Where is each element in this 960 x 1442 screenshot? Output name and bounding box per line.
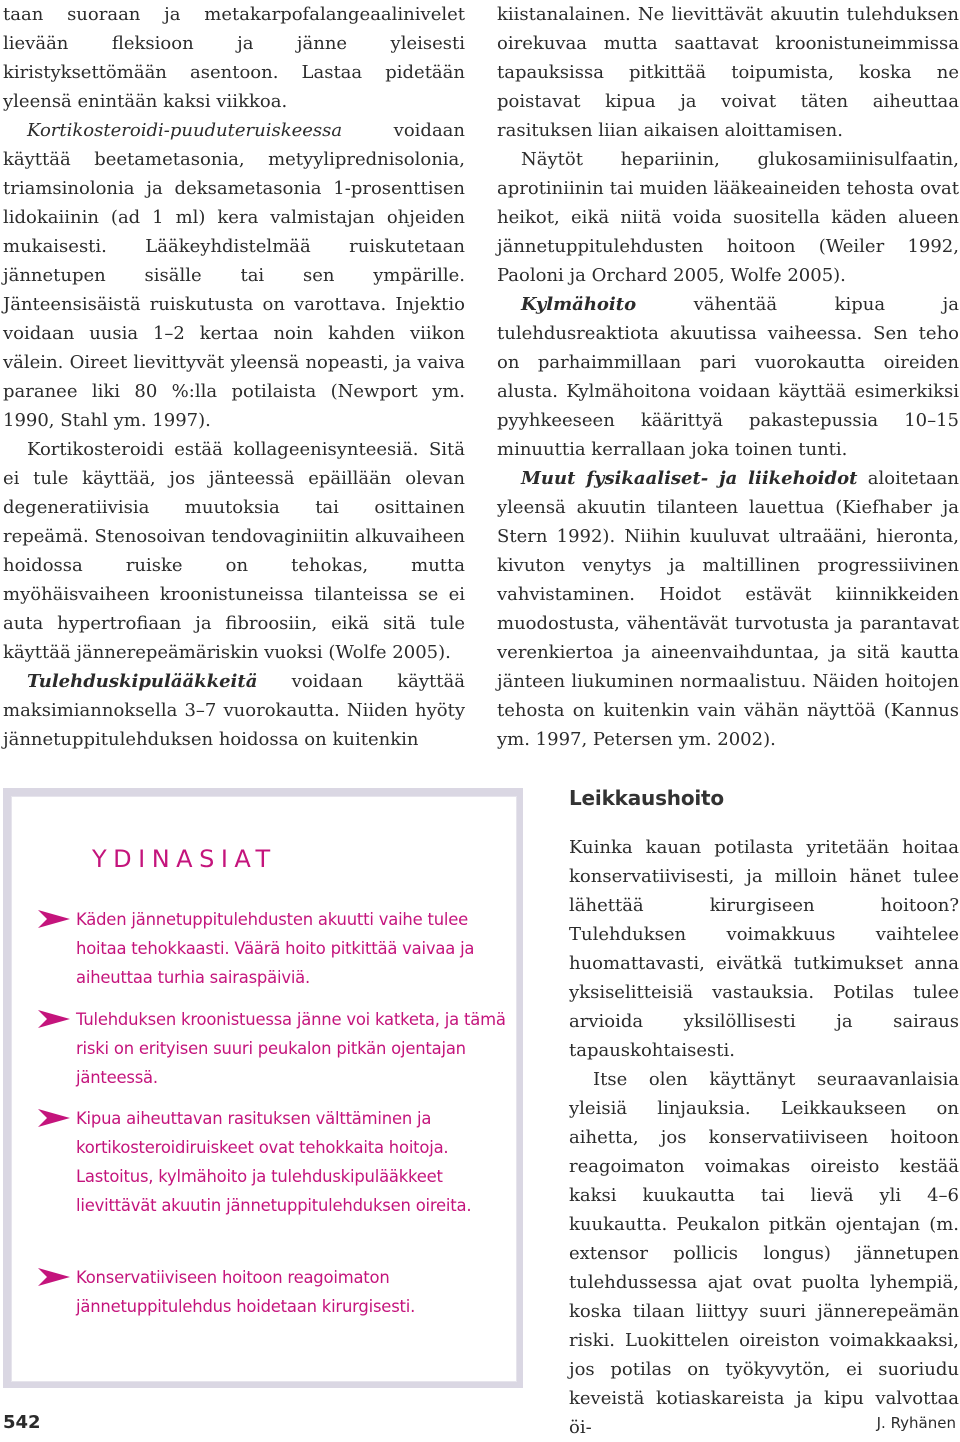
- right-column: [497, 0, 959, 754]
- key-point-item: [38, 905, 508, 992]
- paragraph: kiistanalainen. Ne lievittävät akuutin tulehduksen oirekuvaa mutta saattavat kroonistuneimmissa tapauksissa pitkittää toipumista, koska ne poistavat kipua ja voivat täten aiheuttaa rasituksen liian aikaisen aloittamisen.: [497, 4, 959, 141]
- key-point-item: [38, 1104, 508, 1220]
- arrowhead-icon: [38, 1010, 70, 1028]
- paragraph: Itse olen käyttänyt seuraavanlaisia yleisiä linjauksia. Leikkaukseen on aihetta, jos konservatiiviseen hoitoon reagoimaton voimakas oireisto kestää kaksi kuukautta tai lievä yli 4–6 kuukautta. Peukalon pitkän ojentajan (m. extensor pollicis longus) jännetupen tulehdussessa ajat ovat puolta lyhempiä, koska tilaan liittyy suuri jännerepeämän riski. Luokittelen oireiston voimakkaaksi, jos potilas on työkyvytön, ei suoriudu keveistä kotiaskareista ja kipu valvottaa öi-: [569, 1069, 959, 1438]
- paragraph: [3, 667, 465, 754]
- key-point-item: [38, 1263, 508, 1321]
- paragraph: [497, 290, 959, 464]
- left-column: [3, 0, 465, 754]
- key-point-text: Konservatiiviseen hoitoon reagoimaton jännetuppitulehdus hoidetaan kirurgisesti.: [76, 1268, 416, 1316]
- paragraph-text: aloitetaan yleensä akuutin tilanteen lauettua (Kiefhaber ja Stern 1992). Niihin kuuluvat ultraääni, hieronta, kivuton venytys ja maltillinen progressiivinen vahvistaminen. Hoidot estävät kiinnikkeiden muodostusta, vähentävät turvotusta ja parantavat verenkiertoa ja aineenvaihduntaa, ja sitä kautta jänteen liukuminen normaalistuu. Näiden hoitojen tehosta on kuitenkin vain vähän näyttöä (Kannus ym. 1997, Petersen ym. 2002).: [497, 468, 959, 750]
- paragraph: taan suoraan ja metakarpofalangeaalinivelet lievään fleksioon ja jänne yleisesti kiristyksettömään asentoon. Lastaa pidetään yleensä enintään kaksi viikkoa.: [3, 4, 465, 112]
- arrowhead-icon: [38, 1109, 70, 1127]
- section-heading: Leikkaushoito: [569, 786, 724, 810]
- paragraph-text: voidaan käyttää maksimiannoksella 3–7 vuorokautta. Niiden hyöty jännetuppitulehduksen hoidossa on kuitenkin: [3, 671, 465, 750]
- paragraph: Kuinka kauan potilasta yritetään hoitaa konservatiivisesti, ja milloin hänet tulee lähettää kirurgiseen hoitoon? Tulehduksen voimakkuus vaihtelee huomattavasti, eivätkä tutkimukset anna yksiselitteisiä vastauksia. Potilas tulee arvioida yksilöllisesti ja sairaus tapauskohtaisesti.: [569, 837, 959, 1061]
- paragraph: Kortikosteroidi estää kollageenisynteesiä. Sitä ei tule käyttää, jos jänteessä epäillään olevan degeneratiivisia muutoksia tai osittainen repeämä. Stenosoivan tendovaginiitin alkuvaiheen hoidossa ruiske on tehokas, mutta myöhäisvaiheen kroonistuneissa tilanteissa se ei auta hypertrofiaan ja fibroosiin, eikä sitä tule käyttää jännerepeämäriskin vuoksi (Wolfe 2005).: [3, 439, 465, 663]
- paragraph: Näytöt hepariinin, glukosamiinisulfaatin, aprotiniinin tai muiden lääkeaineiden tehosta ovat heikot, eikä niitä voida suositella käden alueen jännetuppitulehdusten hoitoon (Weiler 1992, Paoloni ja Orchard 2005, Wolfe 2005).: [497, 149, 959, 286]
- key-points-title: YDINASIAT: [92, 845, 277, 873]
- arrowhead-icon: [38, 1268, 70, 1286]
- arrowhead-icon: [38, 910, 70, 928]
- key-point-text: Kipua aiheuttavan rasituksen välttäminen ja kortikosteroidiruiskeet ovat tehokkaita hoitoja. Lastoitus, kylmähoito ja tulehduskipulääkkeet lievittävät akuutin jännetuppitulehduksen oireita.: [76, 1109, 472, 1215]
- paragraph-lead: Kortikosteroidi-puuduteruiskeessa: [27, 120, 343, 141]
- key-point-item: [38, 1005, 508, 1092]
- paragraph-text: vähentää kipua ja tulehdusreaktiota akuutissa vaiheessa. Sen teho on parhaimmillaan pari vuorokautta oireiden alusta. Kylmähoitona voidaan käyttää esimerkiksi pyyhkeeseen käärittyä pakastepussia 10–15 minuuttia kerrallaan joka toinen tunti.: [497, 294, 959, 460]
- paragraph: [3, 116, 465, 435]
- key-point-text: Käden jännetuppitulehdusten akuutti vaihe tulee hoitaa tehokkaasti. Väärä hoito pitkittää vaivaa ja aiheuttaa turhia sairaspäiviä.: [76, 910, 475, 987]
- paragraph-text: voidaan käyttää beetametasonia, metyyliprednisolonia, triamsinolonia ja deksametasonia 1-prosenttisen lidokaiinin (ad 1 ml) kera valmistajan ohjeiden mukaisesti. Lääkeyhdistelmää ruiskutetaan jännetupen sisälle tai sen ympärille. Jänteensisäistä ruiskutusta on varottava. Injektio voidaan uusia 1–2 kertaa noin kahden viikon välein. Oireet lievittyvät yleensä nopeasti, ja vaiva paranee liki 80 %:lla potilaista (Newport ym. 1990, Stahl ym. 1997).: [3, 120, 465, 431]
- key-point-text: Tulehduksen kroonistuessa jänne voi katketa, ja tämä riski on erityisen suuri peukalon pitkän ojentajan jänteessä.: [76, 1010, 506, 1087]
- paragraph-lead: Muut fysikaaliset- ja liikehoidot: [521, 468, 858, 489]
- page-number: 542: [3, 1412, 41, 1433]
- surgery-section-body: [569, 833, 959, 1442]
- paragraph: [497, 464, 959, 754]
- paragraph-lead: Tulehduskipulääkkeitä: [27, 671, 258, 692]
- paragraph-lead: Kylmähoito: [521, 294, 637, 315]
- author-name: J. Ryhänen: [876, 1414, 956, 1432]
